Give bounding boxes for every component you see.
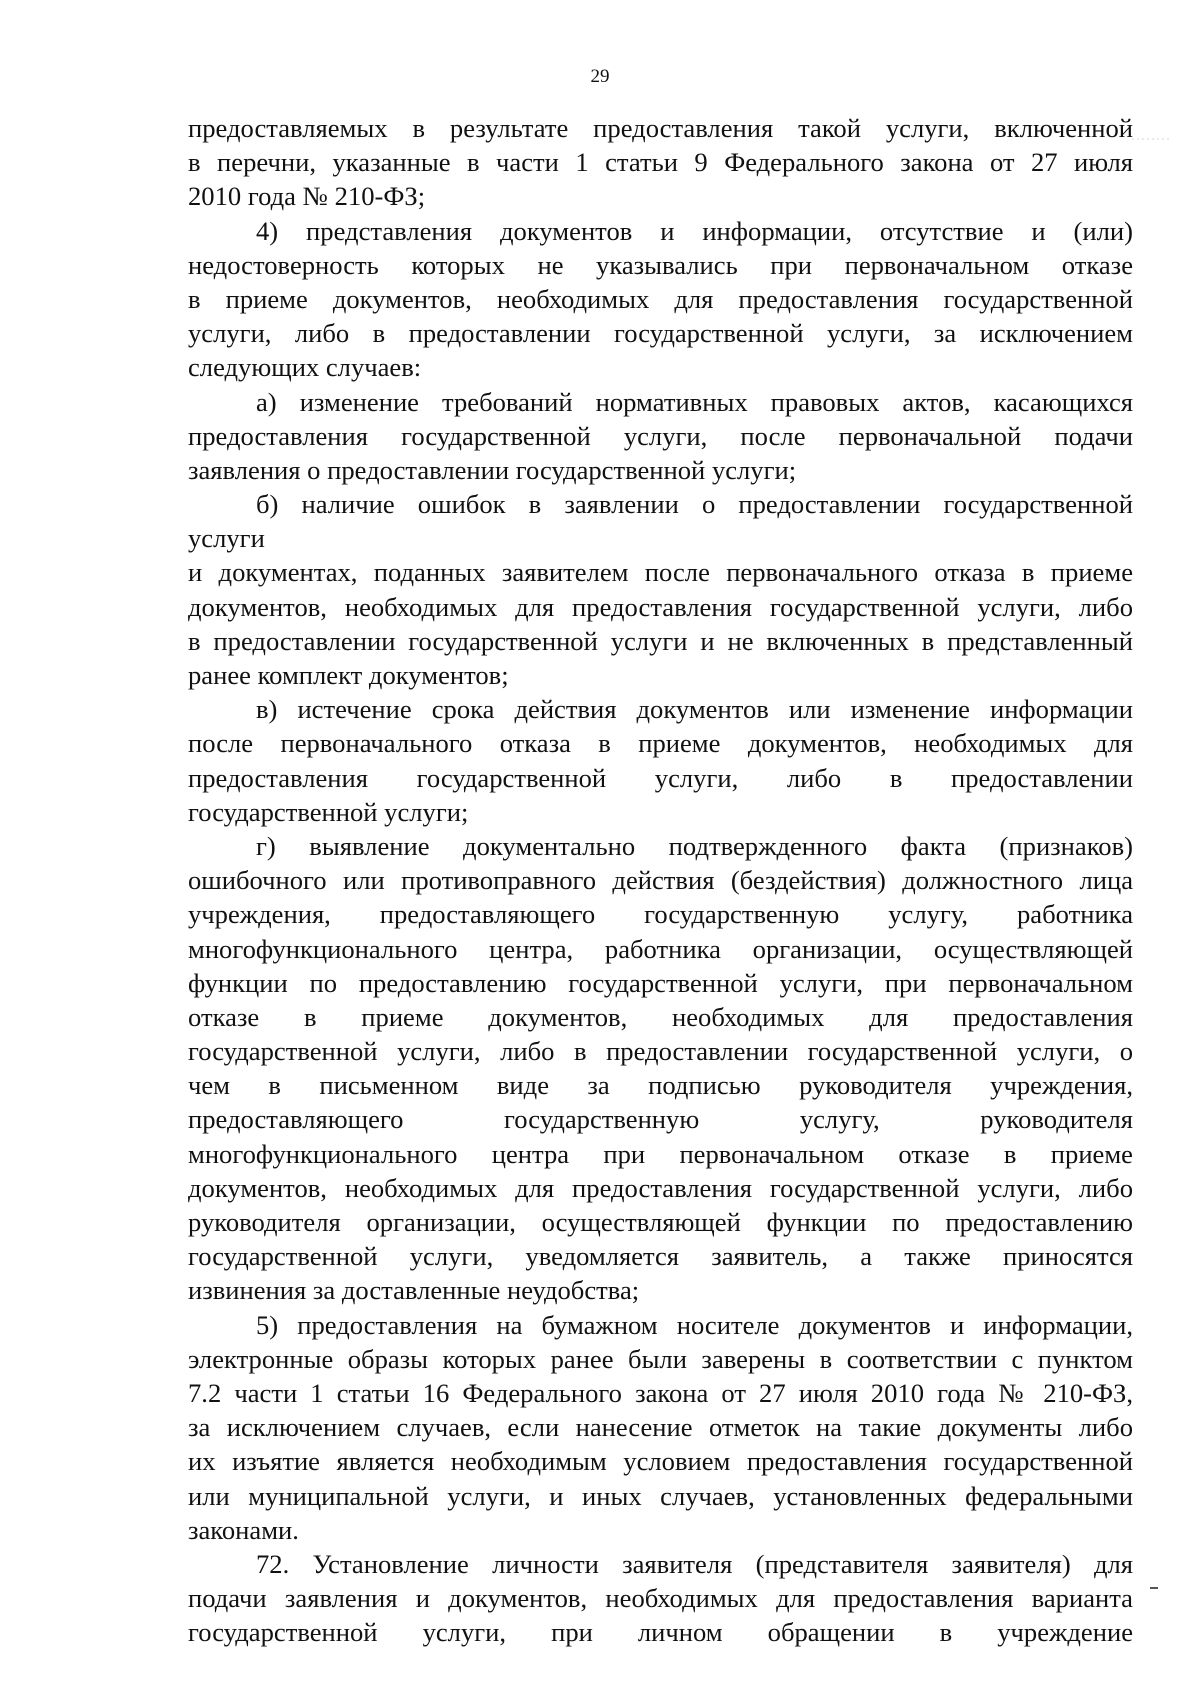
text-line: документов, необходимых для предоставления государственной услуги, либо <box>188 591 1133 622</box>
text-line: ошибочного или противоправного действия (бездействия) должностного лица <box>188 865 1133 896</box>
text-line: государственной услуги, уведомляется заявитель, а также приносятся <box>188 1241 1133 1272</box>
text-line: ранее комплект документов; <box>188 660 509 690</box>
text-line: в перечни, указанные в части 1 статьи 9 Федерального закона от 27 июля <box>188 147 1133 178</box>
text-line: предоставления государственной услуги, либо в предоставлении <box>188 762 1133 793</box>
text-line: или муниципальной услуги, и иных случаев, установленных федеральными <box>188 1480 1133 1511</box>
scan-artifact-dash <box>1150 1587 1158 1589</box>
text-line: в предоставлении государственной услуги и не включенных в представленный <box>188 625 1133 656</box>
text-line: извинения за доставленные неудобства; <box>188 1275 640 1306</box>
text-line: 4) представления документов и информации, отсутствие и (или) <box>256 215 1133 246</box>
text-line: государственной услуги, при личном обращении в учреждение <box>188 1617 1133 1648</box>
text-line: чем в письменном виде за подписью руководителя учреждения, <box>188 1070 1133 1101</box>
text-line: документов, необходимых для предоставления государственной услуги, либо <box>188 1172 1133 1203</box>
text-line: функции по предоставлению государственной услуги, при первоначальном <box>188 967 1133 998</box>
text-line: недостоверность которых не указывались при первоначальном отказе <box>188 249 1133 280</box>
text-line: после первоначального отказа в приеме документов, необходимых для <box>188 728 1133 759</box>
text-line: и документах, поданных заявителем после первоначального отказа в приеме <box>188 557 1133 588</box>
text-line: заявления о предоставлении государственной услуги; <box>188 454 797 485</box>
text-line: многофункционального центра, работника организации, осуществляющей <box>188 933 1133 964</box>
text-line: за исключением случаев, если нанесение отметок на такие документы либо <box>188 1412 1133 1443</box>
text-line: отказе в приеме документов, необходимых для предоставления <box>188 1001 1133 1032</box>
text-line: государственной услуги, либо в предоставлении государственной услуги, о <box>188 1036 1133 1067</box>
page-number: 29 <box>590 66 610 87</box>
text-line: предоставляющего государственную услугу, руководителя <box>188 1104 1133 1135</box>
text-line: в приеме документов, необходимых для предоставления государственной <box>188 283 1133 314</box>
text-line: их изъятие является необходимым условием предоставления государственной <box>188 1446 1133 1477</box>
text-line: учреждения, предоставляющего государственную услугу, работника <box>188 899 1133 930</box>
text-line: б) наличие ошибок в заявлении о предоставлении государственной <box>256 489 1133 520</box>
text-line: 7.2 части 1 статьи 16 Федерального закона от 27 июля 2010 года № 210-ФЗ, <box>188 1377 1133 1408</box>
text-line: предоставляемых в результате предоставления такой услуги, включенной <box>188 113 1133 143</box>
text-line: многофункционального центра при первоначальном отказе в приеме <box>188 1138 1133 1169</box>
text-line: а) изменение требований нормативных правовых актов, касающихся <box>256 386 1133 417</box>
text-line: 72. Установление личности заявителя (представителя заявителя) для <box>256 1548 1133 1579</box>
text-line: 5) предоставления на бумажном носителе документов и информации, <box>256 1309 1133 1340</box>
text-line: услуги, либо в предоставлении государственной услуги, за исключением <box>188 318 1133 349</box>
text-line: предоставления государственной услуги, после первоначальной подачи <box>188 420 1133 451</box>
text-line: услуги <box>188 523 265 554</box>
text-line: в) истечение срока действия документов или изменение информации <box>256 694 1133 725</box>
text-line: электронные образы которых ранее были заверены в соответствии с пунктом <box>188 1343 1133 1374</box>
text-line: г) выявление документально подтвержденного факта (признаков) <box>256 830 1133 861</box>
text-line: следующих случаев: <box>188 352 422 383</box>
scan-artifact <box>1132 136 1170 142</box>
text-line: государственной услуги; <box>188 796 469 827</box>
body-text <box>188 111 1133 1649</box>
text-line: подачи заявления и документов, необходимых для предоставления варианта <box>188 1583 1133 1614</box>
text-line: руководителя организации, осуществляющей функции по предоставлению <box>188 1207 1133 1237</box>
text-line: законами. <box>188 1514 299 1545</box>
text-line: 2010 года № 210-ФЗ; <box>188 181 426 212</box>
